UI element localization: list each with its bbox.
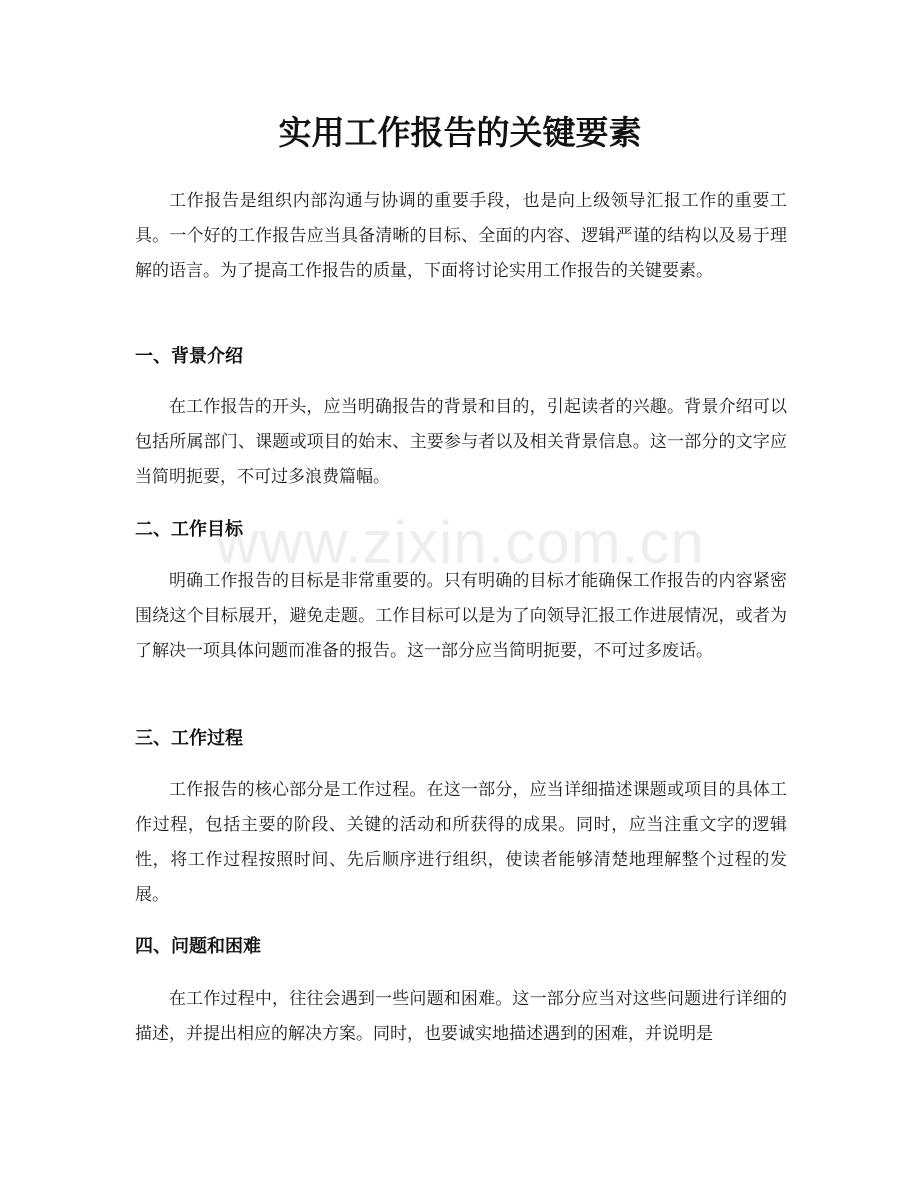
watermark: www.zixin.com.cn (215, 509, 705, 576)
document-title: 实用工作报告的关键要素 (278, 113, 642, 152)
section-heading-problems: 四、问题和困难 (135, 936, 261, 957)
section-body-process: 工作报告的核心部分是工作过程。在这一部分，应当详细描述课题或项目的具体工作过程，包括主要的阶段、关键的活动和所获得的成果。同时，应当注重文字的逻辑性，将工作过程按照时间、先后顺序进行组织，使读者能够清楚地理解整个过程的发展。 (135, 780, 787, 905)
section-heading-background: 一、背景介绍 (135, 346, 243, 367)
section-heading-process: 三、工作过程 (135, 728, 243, 749)
section-body-goals: 明确工作报告的目标是非常重要的。只有明确的目标才能确保工作报告的内容紧密围绕这个目标展开，避免走题。工作目标可以是为了向领导汇报工作进展情况，或者为了解决一项具体问题而准备的报告。这一部分应当简明扼要，不可过多废话。 (135, 571, 787, 661)
section-body-problems: 在工作过程中，往往会遇到一些问题和困难。这一部分应当对这些问题进行详细的描述，并提出相应的解决方案。同时，也要诚实地描述遇到的困难，并说明是 (135, 989, 787, 1044)
intro-paragraph: 工作报告是组织内部沟通与协调的重要手段，也是向上级领导汇报工作的重要工具。一个好的工作报告应当具备清晰的目标、全面的内容、逻辑严谨的结构以及易于理解的语言。为了提高工作报告的质量，下面将讨论实用工作报告的关键要素。 (135, 191, 787, 281)
section-heading-goals: 二、工作目标 (135, 519, 243, 540)
section-body-background: 在工作报告的开头，应当明确报告的背景和目的，引起读者的兴趣。背景介绍可以包括所属部门、课题或项目的始末、主要参与者以及相关背景信息。这一部分的文字应当简明扼要，不可过多浪费篇幅。 (135, 397, 787, 487)
